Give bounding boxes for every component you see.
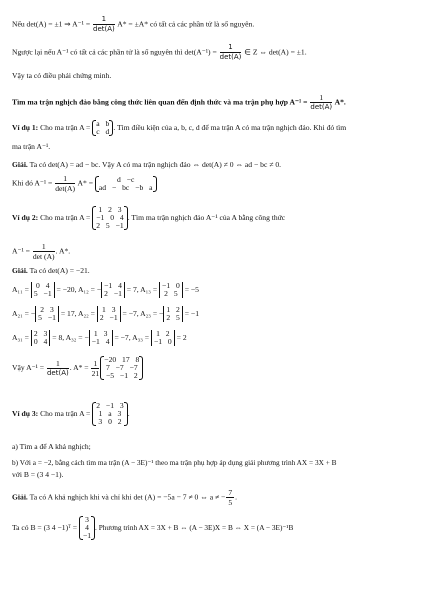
solution-3	[12, 488, 237, 507]
text: Ta có B = (3 4 −1)ᵀ =	[12, 522, 79, 532]
example-3	[12, 402, 130, 426]
solution-1-formula	[12, 174, 157, 193]
solution-label: Giải.	[12, 160, 28, 169]
solution-label: Giải.	[12, 266, 28, 275]
fraction: $\frac{7}{5}$	[228, 488, 233, 507]
text: . Tìm ma trận nghịch đảo A⁻¹ của A bằng công thức	[127, 212, 286, 222]
line-1	[12, 15, 254, 34]
example-2-formula	[12, 242, 70, 261]
example-1	[12, 120, 346, 136]
determinant: 1 3 2 −1	[97, 306, 121, 322]
text: A* = ±A* có tất cả các phần tử là số nguyên.	[115, 19, 255, 29]
text: .	[235, 492, 238, 502]
text: Cho ma trận A =	[38, 212, 93, 222]
text: A* =	[76, 178, 95, 188]
text: Cho ma trận A =	[38, 122, 93, 132]
determinant: −1 4 2 −1	[101, 282, 125, 298]
text: Ngược lại nếu A⁻¹ có tất cả các phần tử là số nguyên thì det(A⁻¹) =	[12, 47, 219, 57]
determinant: 1 3 −1 4	[89, 330, 113, 346]
solution-label: Giải.	[12, 492, 28, 502]
example-2	[12, 206, 285, 230]
cofactors-row-1	[12, 282, 199, 298]
determinant: 2 3 0 4	[31, 330, 51, 346]
text: .	[127, 408, 130, 418]
example-label: Ví dụ 2:	[12, 212, 39, 222]
example-label: Ví dụ 3:	[12, 408, 39, 418]
text: = −5	[182, 284, 199, 294]
text: Khi đó A⁻¹ =	[12, 178, 55, 188]
text: A₁₂ = −	[76, 284, 102, 294]
line-3: Vậy ta có điều phải chứng minh.	[12, 71, 112, 80]
example-1-cont: ma trận A⁻¹.	[12, 142, 51, 151]
fraction: $\frac{1}{\det(A)}$	[219, 43, 242, 61]
matrix: d −c ad − bc −b a	[95, 176, 157, 192]
fraction: $\frac{1}{21}$	[91, 358, 100, 378]
text: . Phương trình AX = 3X + B ⇔ (A − 3E)X = B ⇔ X = (A − 3E)⁻¹B	[95, 522, 294, 532]
text: Ta có A khả nghịch khi và chỉ khi det (A) = −5a − 7 ≠ 0 ⇔ a ≠ −	[27, 492, 226, 502]
text: = 8, A₃₂ = −	[50, 332, 89, 342]
text: = −7, A₃₃ =	[112, 332, 151, 342]
determinant: 2 3 5 −1	[35, 306, 59, 322]
determinant: 1 2 −1 0	[151, 330, 175, 346]
determinant: 0 4 5 −1	[31, 282, 55, 298]
text: A₂₂ =	[76, 308, 97, 318]
solution-2	[12, 266, 90, 276]
fraction: $\frac{1}{\det(A)}$	[310, 93, 333, 111]
fraction: $\frac{1}{\det(A)}$	[55, 174, 76, 193]
solution-1	[12, 160, 281, 170]
determinant: 1 2 2 5	[163, 306, 183, 322]
text: Nếu det(A) = ±1 ⇒ A⁻¹ =	[12, 19, 93, 29]
text: = 17,	[58, 308, 77, 318]
fraction: $\frac{1}{\det(A)}$	[46, 358, 69, 377]
cofactors-row-3	[12, 330, 187, 346]
matrix: −20 17 8 7 −7 −7 −5 −1 2	[100, 356, 143, 380]
text: Cho ma trận A =	[38, 408, 93, 418]
inverse-result	[12, 356, 143, 380]
text: A⁻¹ =	[12, 246, 32, 256]
text: A₁₁ =	[12, 284, 31, 294]
text: = −7, A₂₃ = −	[120, 308, 164, 318]
determinant: −1 0 2 5	[159, 282, 183, 298]
text: Ta có det(A) = −21.	[27, 266, 90, 275]
text: A₂₁ = −	[12, 308, 36, 318]
cofactors-row-2	[12, 306, 199, 322]
text: . Tìm điều kiện của a, b, c, d để ma trận A có ma trận nghịch đảo. Khi đó tìm	[113, 122, 347, 132]
text: Vậy A⁻¹ =	[12, 362, 46, 372]
question-b-cont: với B = (3 4 −1).	[12, 470, 64, 479]
text: . A* =	[69, 362, 91, 372]
fraction: $\frac{1}{\det (A)}$	[32, 242, 55, 261]
matrix: a b c d	[92, 120, 113, 136]
line-2	[12, 43, 307, 62]
fraction: $\frac{1}{\det(A)}$	[93, 15, 115, 33]
matrix: 2 −1 3 1 a 3 3 0 2	[92, 402, 127, 426]
text: Ta có det(A) = ad − bc. Vậy A có ma trận nghịch đảo ⇔ det(A) ≠ 0 ⇔ ad − bc ≠ 0.	[27, 160, 282, 169]
question-b: b) Với a = −2, bằng cách tìm ma trận (A − 3E)⁻¹ theo ma trận phụ hợp áp dụng giải phương trình AX = 3X + B	[12, 458, 337, 467]
text: . A*.	[55, 246, 71, 256]
example-label: Ví dụ 1:	[12, 122, 39, 132]
section-heading	[12, 93, 346, 112]
matrix: 3 4 −1	[79, 516, 95, 540]
matrix: 1 2 3 −1 0 4 2 5 −1	[92, 206, 127, 230]
text: ∈ Z ⇔ det(A) = ±1.	[242, 47, 307, 57]
text: A₃₁ =	[12, 332, 31, 342]
heading-text: Tìm ma trận nghịch đảo bằng công thức liên quan đến định thức và ma trận phụ hợp A⁻¹ =	[12, 97, 310, 107]
text: = −20,	[54, 284, 77, 294]
question-a: a) Tìm a để A khả nghịch;	[12, 442, 91, 451]
text: = 2	[174, 332, 187, 342]
text: A*.	[333, 97, 346, 107]
text: = 7, A₁₃ =	[124, 284, 160, 294]
text: = −1	[182, 308, 199, 318]
solution-3-formula	[12, 516, 293, 540]
